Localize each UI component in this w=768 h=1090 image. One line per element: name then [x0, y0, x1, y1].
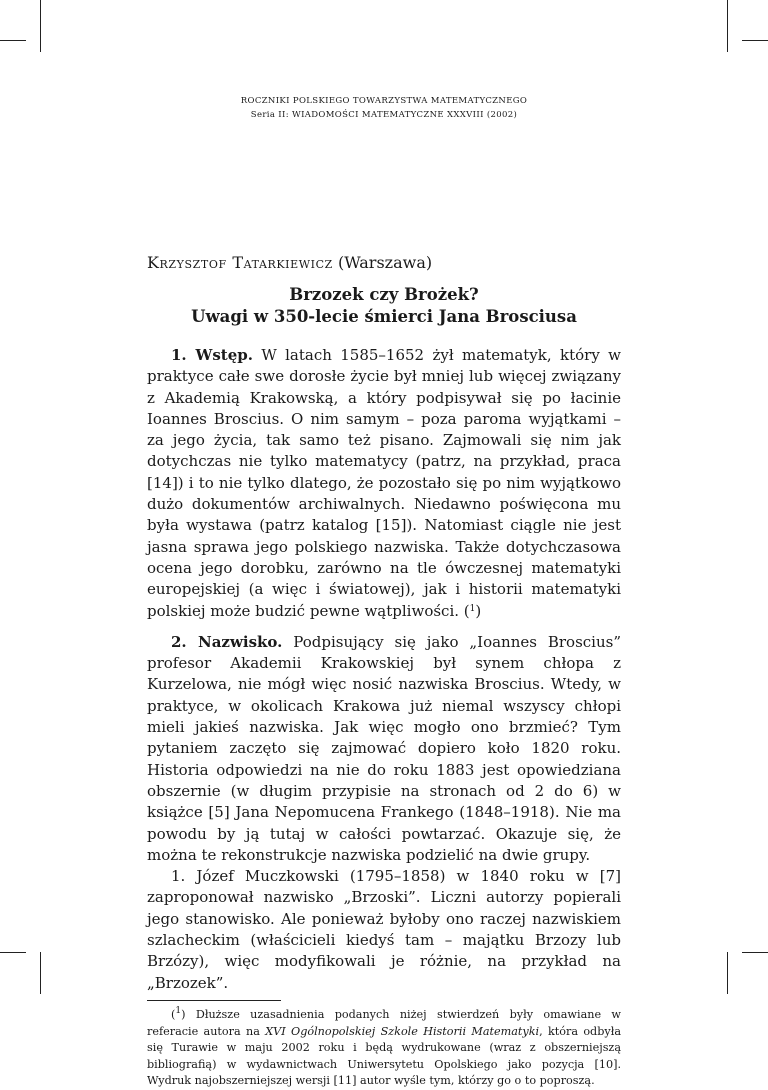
- paragraph-surname: [147, 632, 621, 866]
- journal-series: Seria II: WIADOMOŚCI MATEMATYCZNE XXXVIII (2002): [250, 110, 518, 120]
- crop-mark: [0, 952, 26, 953]
- footnote-text: Dłuższe uzasadnienia podanych niżej stwierdzeń były omawiane w referacie autora na: [147, 1007, 622, 1038]
- title-line-1: Brzozek czy Brożek?: [289, 285, 479, 304]
- section-heading: 2. Nazwisko.: [171, 632, 283, 651]
- footnote-italic: XVI Ogólnopolskiej Szkole Historii Matematyki: [265, 1024, 540, 1038]
- author-name: Krzysztof Tatarkiewicz: [147, 253, 333, 272]
- crop-mark: [40, 0, 41, 52]
- journal-name: ROCZNIKI POLSKIEGO TOWARZYSTWA MATEMATYCZNEGO: [240, 96, 528, 106]
- crop-mark: [742, 952, 768, 953]
- footnote-ref: 1: [469, 603, 476, 614]
- paragraph-muczkowski: [147, 866, 621, 994]
- author-line: [147, 253, 432, 272]
- footnote-rule: [147, 1000, 281, 1001]
- footnote: ($^1$) Dłuższe uzasadnienia podanych niżej stwierdzeń były omawiane w referacie autora na XVI Ogólnopolskiej Szkole Historii Matematyki, która odbyła się Turawie w maju 2002 roku i będą wydrukowane (wraz z obszerniejszą bibliografią) w wydawnictwach Uniwersytetu Opolskiego jako pozycja [10]. Wydruk najobszerniejszej wersji [11] autor wyśle tym, którzy go o to poproszą.: [147, 1005, 622, 1088]
- crop-mark: [727, 952, 728, 994]
- author-affiliation: (Warszawa): [337, 253, 433, 272]
- section-heading: 1. Wstęp.: [171, 346, 253, 364]
- crop-mark: [40, 952, 41, 994]
- paragraph-text: W latach 1585–1652 żył matematyk, który w praktyce całe swe dorosłe życie był mniej lub więcej związany z Akademią Krakowską, a który podpisywał się po łacinie Ioannes Broscius. O nim samym – poza paroma wyjątkami – za jego życia, tak samo też pisano. Zajmowali się nim jak dotychczas nie tylko matematycy (patrz, na przykład, praca [14]) i to nie tylko dlatego, że pozostało się po nim wyjątkowo dużo dokumentów archiwalnych. Niedawno poświęcona mu była wystawa (patrz katalog [15]). Natomiast ciągle nie jest jasna sprawa jego polskiego nazwiska. Także dotychczasowa ocena jego dorobku, zarówno na tle ówczesnej matematyki europejskiej (a więc i światowej), jak i historii matematyki polskiej może budzić pewne wątpliwości.: [147, 346, 621, 620]
- crop-mark: [727, 0, 728, 52]
- article-body: [147, 345, 621, 1090]
- paragraph-intro: 1. Wstęp. W latach 1585–1652 żył matematyk, który w praktyce całe swe dorosłe życie był mniej lub więcej związany z Akademią Krakowską, a który podpisywał się po łacinie Ioannes Broscius. O nim samym – poza paroma wyjątkami – za jego życia, tak samo też pisano. Zajmowali się nim jak dotychczas nie tylko matematycy (patrz, na przykład, praca [14]) i to nie tylko dlatego, że pozostało się po nim wyjątkowo dużo dokumentów archiwalnych. Niedawno poświęcona mu była wystawa (patrz katalog [15]). Natomiast ciągle nie jest jasna sprawa jego polskiego nazwiska. Także dotychczasowa ocena jego dorobku, zarówno na tle ówczesnej matematyki europejskiej (a więc i światowej), jak i historii matematyki polskiej może budzić pewne wątpliwości. ($^1$): [147, 346, 621, 620]
- running-head: [0, 94, 768, 122]
- footnote-marker: 1: [175, 1005, 182, 1016]
- paragraph-text: 1. Józef Muczkowski (1795–1858) w 1840 roku w [7] zaproponował nazwisko „Brzoski”. Liczni autorzy popierali jego stanowisko. Ale ponieważ byłoby ono raczej nazwiskiem szlacheckim (właścicieli kiedyś tam – majątku Brzozy lub Brzózy), więc modyfikowali je różnie, na przykład na „Brzozek”.: [147, 867, 621, 992]
- crop-mark: [0, 40, 26, 41]
- footnote-text: , która odbyła się Turawie w maju 2002 roku i będą wydrukowane (wraz z obszerniejszą bibliografią) w wydawnictwach Uniwersytetu Opolskiego jako pozycja [10]. Wydruk najobszerniejszej wersji [11] autor wyśle tym, którzy go o to poproszą.: [147, 1024, 621, 1088]
- paragraph-text: Podpisujący się jako „Ioannes Broscius” profesor Akademii Krakowskiej był synem chłopa z Kurzelowa, nie mógł więc nosić nazwiska Broscius. Wtedy, w praktyce, w okolicach Krakowa już niemal wszyscy chłopi mieli jakieś nazwiska. Jak więc mogło ono brzmieć? Tym pytaniem zaczęto się zajmować dopiero koło 1820 roku. Historia odpowiedzi na nie do roku 1883 jest opowiedziana obszernie (w długim przypisie na stronach od 2 do 6) w książce [5] Jana Nepomucena Frankego (1848–1918). Nie ma powodu by ją tutaj w całości powtarzać. Okazuje się, że można te rekonstrukcje nazwiska podzielić na dwie grupy.: [147, 632, 621, 864]
- paper-title: [0, 284, 768, 328]
- title-line-2: Uwagi w 350-lecie śmierci Jana Brosciusa: [191, 307, 577, 326]
- crop-mark: [742, 40, 768, 41]
